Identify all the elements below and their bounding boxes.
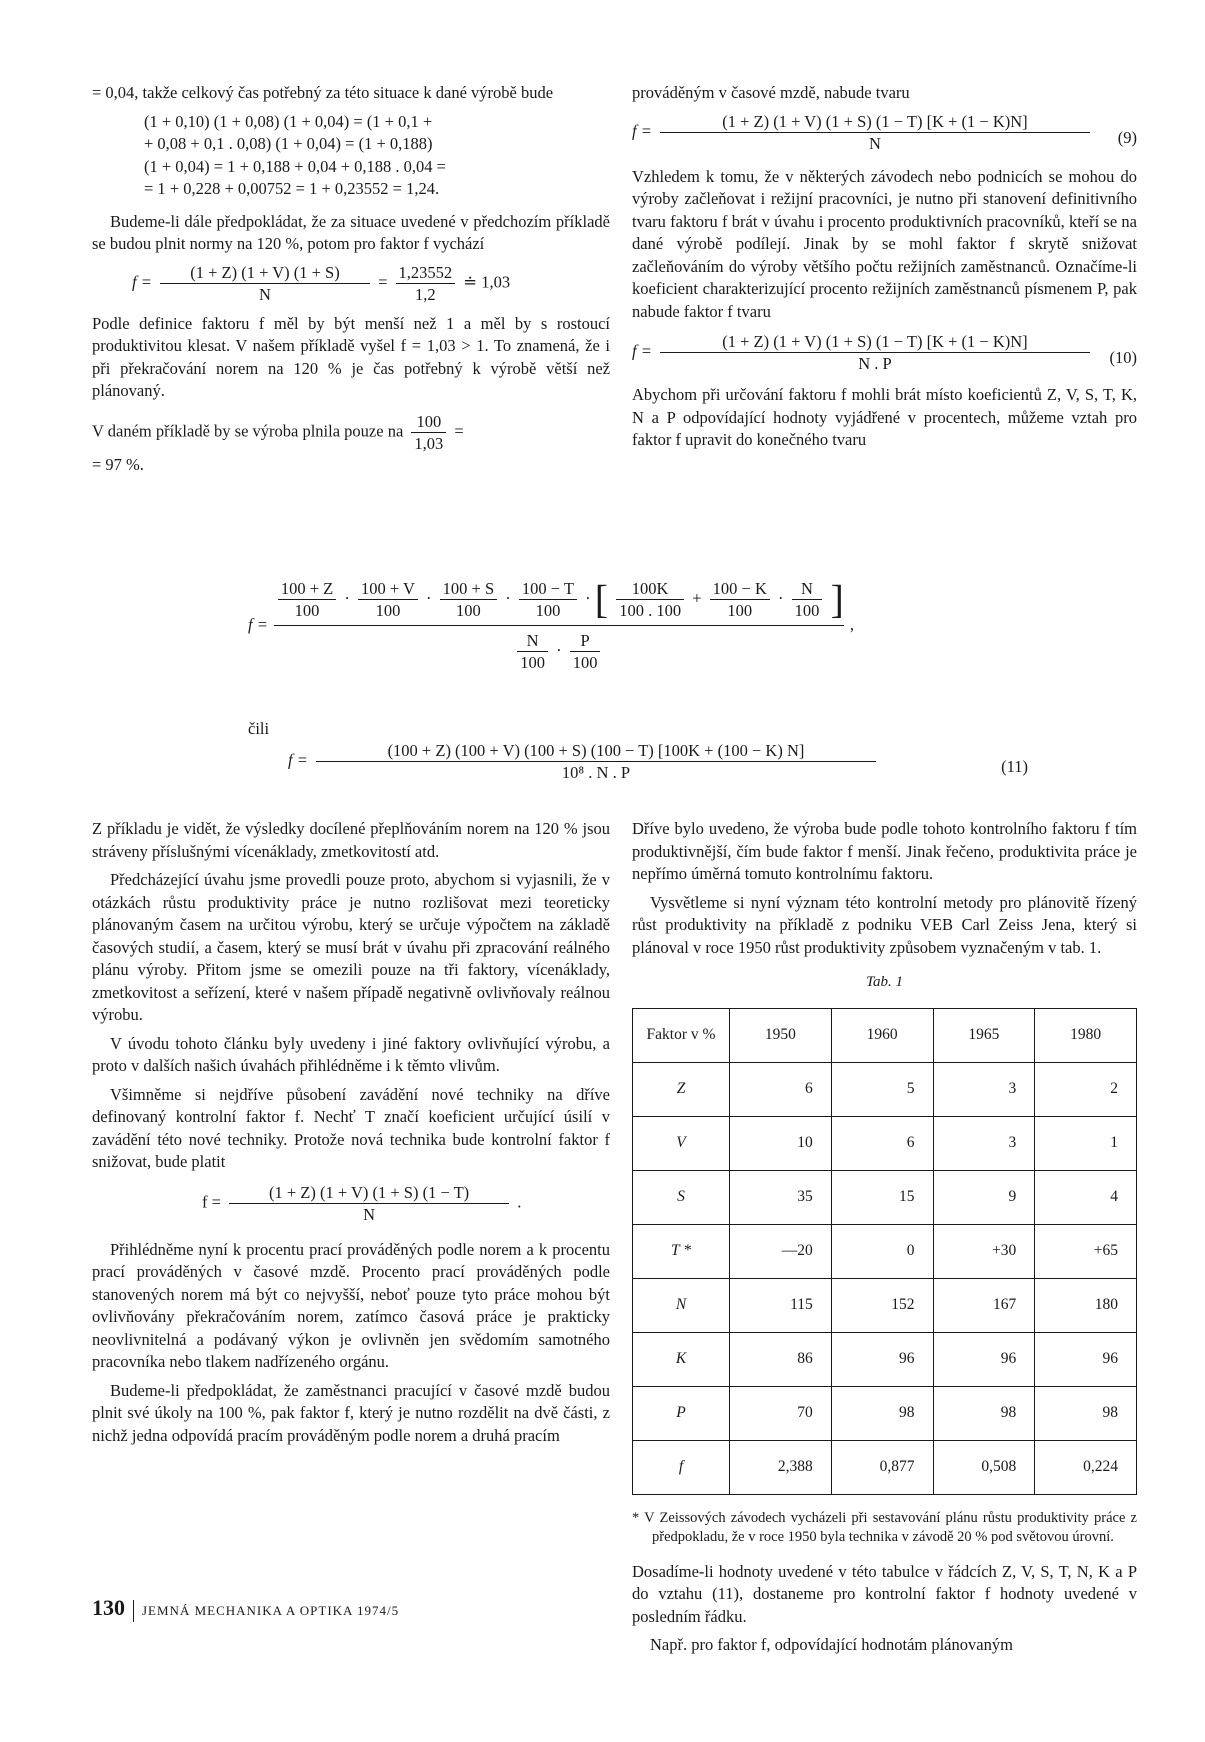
table-header-cell: 1965 — [933, 1008, 1035, 1062]
right-column-bottom — [632, 818, 1137, 1663]
big-equation: f = $\frac{100 + Z}{100}$ · $\frac{100 + V}{100}$ · $\frac{100 + S}{100}$ · $\frac{100 - T}{100}$ · [ $\frac{100K}{100 . 100}$ + $\frac{100 - K}{100}$ · $\frac{N}{100}$ ] $\frac{N}{100}$ · $\frac{P}{100}$ , — [248, 576, 854, 672]
table-caption: Tab. 1 — [866, 974, 903, 990]
equation-11: f = $\frac{(100 + Z) (100 + V) (100 + S) (100 - T) [100K + (100 - K) N]}{\text{10⁸ . N . P}}$ (11) — [288, 741, 1028, 782]
calc-line: (1 + 0,04) = 1 + 0,188 + 0,04 + 0,188 . 0,04 = — [144, 156, 446, 176]
paragraph: Vzhledem k tomu, že v některých závodech nebo podnicích se mohou do výroby začleňovat i režijní pracovníci, je nutno při stanovení definitivního tvaru faktoru f brát v úvahu i procento produktivních pracovníků, kteří se na dané výrobě podílejí. Jinak by se mohl faktor f skrytě snižovat začleňováním do výroby většího počtu režijních zaměstnanců. Označíme-li koeficient charakterizující procento režijních zaměstnanců písmenem P, pak nabude faktor f tvaru — [632, 166, 1137, 321]
equation-10: f = $\frac{(1 + Z) (1 + V) (1 + S) (1 - T) [K + (1 - K)N]}{N . P}$ (10) — [632, 332, 1137, 373]
page-footer — [92, 1595, 399, 1622]
paragraph: Předcházející úvahu jsme provedli pouze proto, abychom si vyjasnili, že v otázkách růstu produktivity práce je nutno rozlišovat mezi teoreticky plánovaným časem na určitou výrobu, který se určuje výpočtem na základě časových studií, a časem, který se musí brát v úvahu při zpracování reálného plánu výroby. Přitom jsme se omezili pouze na tři faktory, vícenáklady, zmetkovitost a seřízení, které v našem případě negativně ovlivňovaly reálnou výrobu. — [92, 870, 610, 1024]
paragraph: V úvodu tohoto článku byly uvedeny i jiné faktory ovlivňující výrobu, a proto v dalších našich úvahách přihlédněme i k těmto vlivům. — [92, 1033, 610, 1075]
left-column-bottom — [92, 818, 610, 1453]
paragraph: = 0,04, takže celkový čas potřebný za této situace k dané výrobě bude — [92, 83, 554, 102]
table-header-cell: 1960 — [831, 1008, 933, 1062]
equation-f-a: f = $\frac{(1 + Z) (1 + V) (1 + S)}{N}$ = $\frac{1,23552}{1,2}$ ≐ 1,03 — [132, 262, 511, 304]
paragraph: Např. pro faktor f, odpovídající hodnotám plánovaným — [650, 1635, 1013, 1654]
paragraph: Z příkladu je vidět, že výsledky docílené přeplňováním norem na 120 % jsou stráveny příslušnými vícenáklady, zmetkovitostí atd. — [92, 819, 610, 861]
table-row: T * —20 0 +30 +65 — [633, 1224, 1137, 1278]
equation-9: f = $\frac{(1 + Z) (1 + V) (1 + S) (1 - T) [K + (1 - K)N]}{N}$ (9) — [632, 111, 1137, 153]
paragraph: prováděným v časové mzdě, nabude tvaru — [632, 83, 910, 102]
page-number: 130 — [92, 1595, 125, 1620]
paragraph: Dosadíme-li hodnoty uvedené v této tabulce v řádcích Z, V, S, T, N, K a P do vztahu (11), dostaneme pro kontrolní faktor f hodnoty uvedené v posledním řádku. — [632, 1561, 1137, 1626]
table-row: Z 6 5 3 2 — [633, 1062, 1137, 1116]
cili-label: čili — [248, 719, 270, 738]
paragraph: Budeme-li předpokládat, že zaměstnanci pracující v časové mzdě budou plnit své úkoly na 100 %, pak faktor f, který je nutno rozdělit na dvě části, z nichž jedna odpovídá pracím prováděným podle norem a druhá pracím — [92, 1380, 610, 1445]
paragraph: Přihlédněme nyní k procentu prací prováděných podle norem a k procentu prací prováděných v časové mzdě. Procento prací prováděných podle stanovených norem má být co nejvyšší, neboť pouze tyto práce mohou být ovlivňovány překračováním norem, zatímco časová práce je prakticky neovlivnitelná a podávaný výkon je ovlivněn jen svědomím samotného pracovníka nebo tlakem nadřízeného orgánu. — [92, 1239, 610, 1371]
journal-name: JEMNÁ MECHANIKA A OPTIKA 1974/5 — [142, 1603, 400, 1618]
left-column-top — [92, 82, 610, 476]
calc-line: + 0,08 + 0,1 . 0,08) (1 + 0,04) = (1 + 0,188) — [144, 134, 433, 153]
footer-divider — [133, 1600, 134, 1622]
table-header-cell: 1950 — [730, 1008, 832, 1062]
table-footnote: * V Zeissových závodech vycházeli při sestavování plánu růstu produktivity práce z předpokladu, že v roce 1950 byla technika v závodě 20 % pod světovou úrovní. — [632, 1509, 1137, 1545]
table-row: K 86 96 96 96 — [633, 1332, 1137, 1386]
paragraph: Dříve bylo uvedeno, že výroba bude podle tohoto kontrolního faktoru f tím produktivnější, čím bude faktor f menší. Jinak řečeno, produktivita práce je nepřímo úměrná tomuto kontrolnímu faktoru. — [632, 819, 1137, 883]
calc-line: (1 + 0,10) (1 + 0,08) (1 + 0,04) = (1 + 0,1 + — [144, 111, 433, 131]
table-row: S 35 15 9 4 — [633, 1170, 1137, 1224]
equation-number: (9) — [1117, 127, 1137, 147]
table-row: f 2,388 0,877 0,508 0,224 — [633, 1440, 1137, 1494]
paragraph-97-percent: V daném příkladě by se výroba plnila pouze na $\frac{100}{1,03}$ = = 97 %. — [92, 411, 464, 474]
equation-number: (11) — [1001, 757, 1028, 776]
right-column-top — [632, 82, 1137, 458]
paragraph: Podle definice faktoru f měl by být menší než 1 a měl by s rostoucí produktivitou klesat. V našem příkladě vyšel f = 1,03 > 1. To znamená, že i při překračování norem na 120 % je čas potřebný k výrobě větší než plánovaný. — [92, 313, 610, 400]
paragraph: Abychom při určování faktoru f mohli brát místo koeficientů Z, V, S, T, K, N a P odpovídající hodnoty vyjádřené v procentech, můžeme vztah pro faktor f upravit do konečného tvaru — [632, 385, 1137, 449]
factor-table — [632, 1008, 1137, 1495]
table-header-cell: 1980 — [1035, 1008, 1137, 1062]
table-header-row — [633, 1008, 1137, 1062]
table-row: N 115 152 167 180 — [633, 1278, 1137, 1332]
table-row: P 70 98 98 98 — [633, 1386, 1137, 1440]
table-row: V 10 6 3 1 — [633, 1116, 1137, 1170]
equation-f-b: f = $\frac{(1 + Z) (1 + V) (1 + S) (1 - T)}{N}$ . — [202, 1182, 522, 1224]
equation-number: (10) — [1109, 348, 1137, 367]
table-header-cell: Faktor v % — [633, 1008, 730, 1062]
calc-line: = 1 + 0,228 + 0,00752 = 1 + 0,23552 = 1,24. — [144, 179, 440, 198]
paragraph: Všimněme si nejdříve působení zavádění nové techniky na dříve definovaný kontrolní faktor f. Nechť T značí koeficient určující úsilí v zavádění této nové techniky. Protože nová technika bude kontrolní faktor f snižovat, bude platit — [92, 1084, 610, 1171]
paragraph: Vysvětleme si nyní význam této kontrolní metody pro plánovitě řízený růst produktivity na příkladě z podniku VEB Carl Zeiss Jena, který si plánoval v roce 1950 růst produktivity způsobem vyznačeným v tab. 1. — [632, 892, 1137, 957]
paragraph: Budeme-li dále předpokládat, že za situace uvedené v předchozím příkladě se budou plnit normy na 120 %, potom pro faktor f vychází — [92, 211, 610, 253]
calculation-block — [92, 111, 610, 201]
